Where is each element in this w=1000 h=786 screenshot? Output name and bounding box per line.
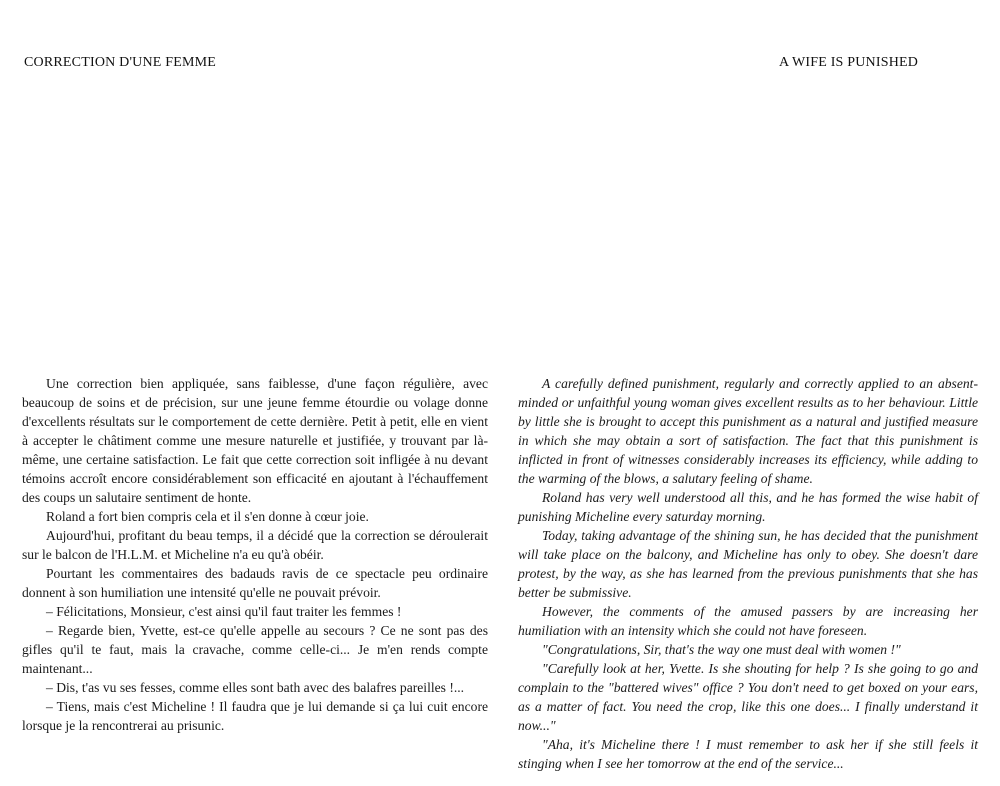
- english-paragraph: A carefully defined punishment, regularly and correctly applied to an absent-minded or unfaithful young woman gives excellent results as to her behaviour. Little by little she is brought to accept this punishment as a natural and justified measure in which she may obtain a sort of satisfaction. The fact that this punishment is inflicted in front of witnesses considerably increases its efficiency, while adding to the warming of the blows, a salutary feeling of shame.: [518, 376, 978, 486]
- english-title: A WIFE IS PUNISHED: [779, 55, 919, 70]
- english-paragraph: Today, taking advantage of the shining sun, he has decided that the punishment will take place on the balcony, and Micheline has only to obey. She doesn't dare protest, by the way, as she has learned from the previous punishments that she has better be submissive.: [518, 528, 978, 600]
- french-paragraph: – Regarde bien, Yvette, est-ce qu'elle appelle au secours ? Ce ne sont pas des gifles qu'il te faut, mais la cravache, comme celle-ci... Je m'en rends compte maintenant...: [22, 623, 488, 676]
- french-column: [22, 374, 488, 735]
- english-paragraph: "Congratulations, Sir, that's the way one must deal with women !": [542, 642, 901, 657]
- french-paragraph: – Félicitations, Monsieur, c'est ainsi qu'il faut traiter les femmes !: [46, 604, 402, 619]
- french-paragraph: Pourtant les commentaires des badauds ravis de ce spectacle peu ordinaire donnent à son humiliation une intensité qu'elle ne pouvait prévoir.: [22, 566, 488, 600]
- french-paragraph: – Dis, t'as vu ses fesses, comme elles sont bath avec des balafres pareilles !...: [46, 680, 465, 695]
- english-paragraph: "Carefully look at her, Yvette. Is she shouting for help ? Is she going to go and complain to the "battered wives" office ? You don't need to get boxed on your ears, as a matter of fact. You need the crop, like this one does... I finally understand it now...": [518, 661, 978, 733]
- english-paragraph: However, the comments of the amused passers by are increasing her humiliation with an intensity which she could not have foreseen.: [518, 604, 978, 638]
- french-title: CORRECTION D'UNE FEMME: [24, 55, 217, 70]
- english-paragraph: "Aha, it's Micheline there ! I must remember to ask her if she still feels it stinging when I see her tomorrow at the end of the service...: [518, 737, 978, 771]
- french-paragraph: Roland a fort bien compris cela et il s'en donne à cœur joie.: [46, 509, 369, 524]
- french-paragraph: Aujourd'hui, profitant du beau temps, il a décidé que la correction se déroulerait sur le balcon de l'H.L.M. et Micheline n'a eu qu'à obéir.: [22, 528, 488, 562]
- english-paragraph: Roland has very well understood all this, and he has formed the wise habit of punishing Micheline every saturday morning.: [518, 490, 978, 524]
- french-paragraph: Une correction bien appliquée, sans faiblesse, d'une façon régulière, avec beaucoup de soins et de précision, sur une jeune femme étourdie ou volage donne d'excellents résultats sur le comportement de cette dernière. Petit à petit, elle en vient à accepter le châtiment comme une mesure naturelle et justifiée, y trouvant par là-même, une certaine satisfaction. Le fait que cette correction soit infligée à nu devant témoins accroît encore considérablement son efficacité en ajoutant à l'échauffement des coups un salutaire sentiment de honte.: [22, 376, 488, 505]
- english-column: [518, 374, 978, 773]
- french-paragraph: – Tiens, mais c'est Micheline ! Il faudra que je lui demande si ça lui cuit encore lorsque je la rencontrerai au prisunic.: [22, 699, 488, 733]
